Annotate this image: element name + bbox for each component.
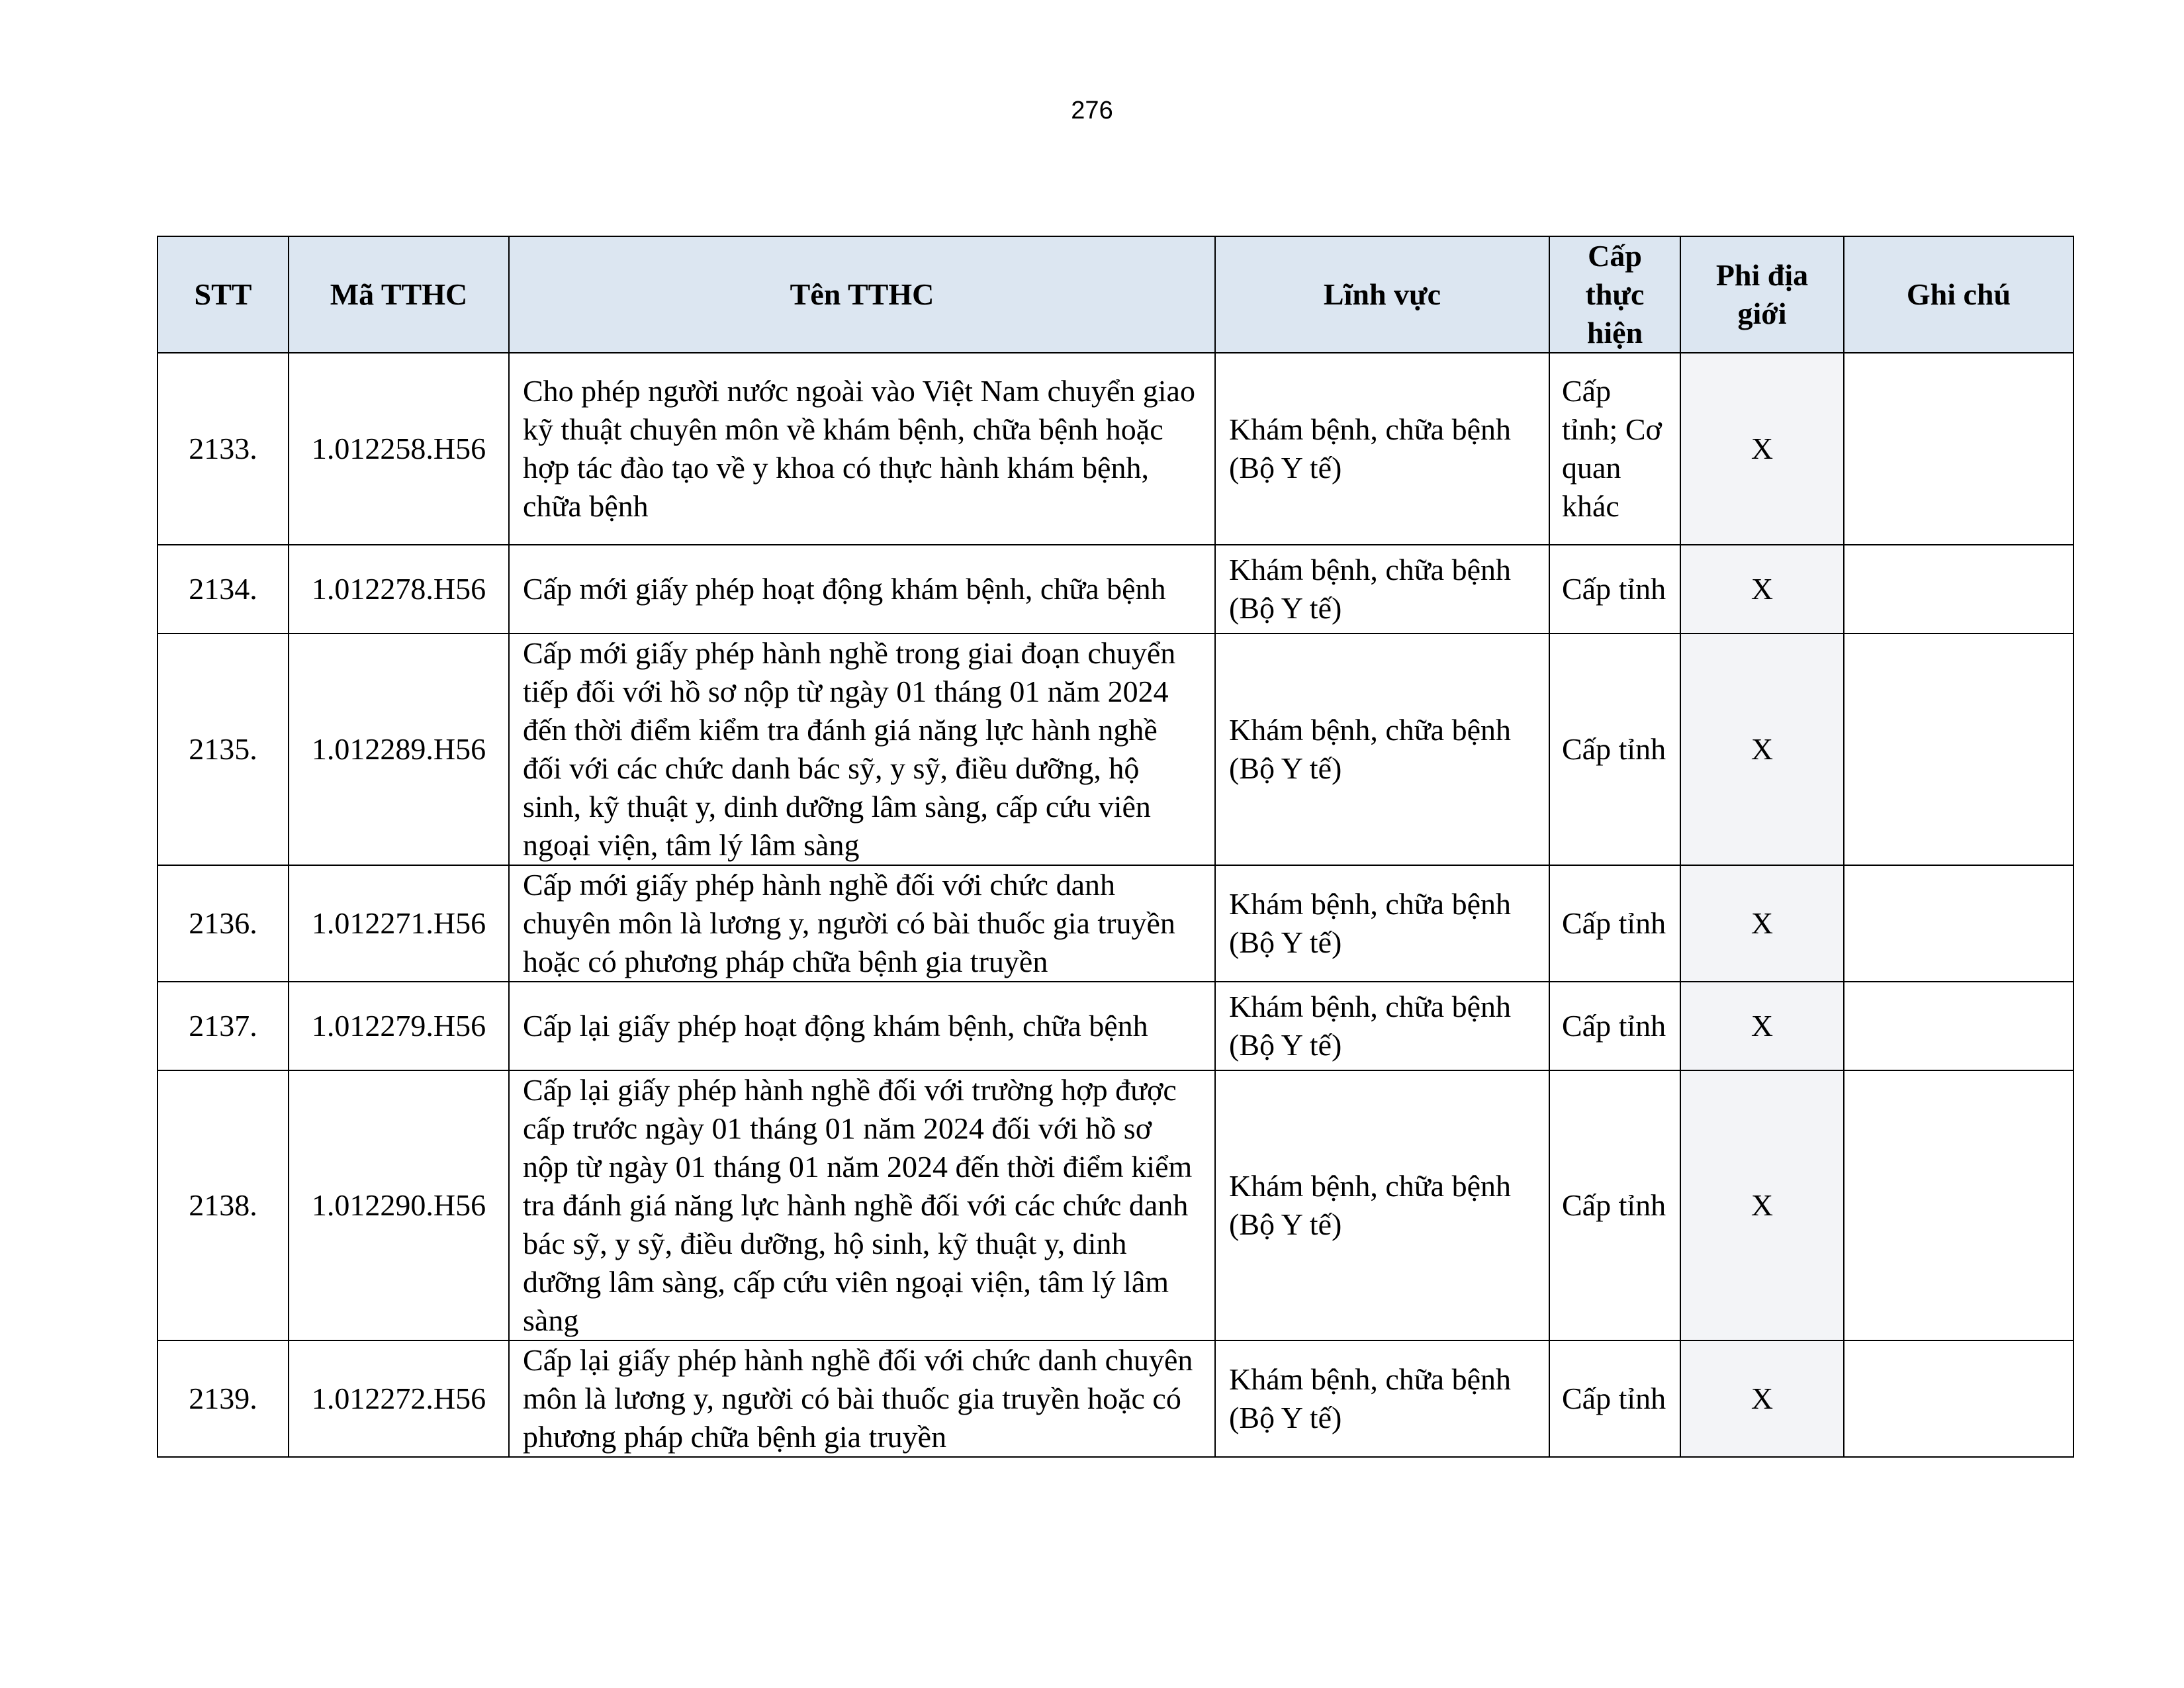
- cell-phi-dia-gioi: X: [1680, 545, 1844, 633]
- procedures-table: [157, 236, 2074, 1458]
- cell-cap-thuc-hien: Cấp tỉnh; Cơ quan khác: [1549, 353, 1680, 545]
- cell-ma-tthc: 1.012289.H56: [289, 633, 509, 865]
- cell-ghi-chu: [1844, 865, 2073, 982]
- cell-stt: 2138.: [158, 1070, 289, 1340]
- cell-cap-thuc-hien: Cấp tỉnh: [1549, 633, 1680, 865]
- cell-ten-tthc: Cấp mới giấy phép hành nghề đối với chức danh chuyên môn là lương y, người có bài thuốc gia truyền hoặc có phương pháp chữa bệnh gia truyền: [509, 865, 1215, 982]
- cell-phi-dia-gioi: X: [1680, 1070, 1844, 1340]
- cell-cap-thuc-hien: Cấp tỉnh: [1549, 865, 1680, 982]
- cell-ghi-chu: [1844, 633, 2073, 865]
- cell-ma-tthc: 1.012258.H56: [289, 353, 509, 545]
- cell-ghi-chu: [1844, 353, 2073, 545]
- cell-linh-vuc: Khám bệnh, chữa bệnh (Bộ Y tế): [1215, 865, 1549, 982]
- cell-cap-thuc-hien: Cấp tỉnh: [1549, 545, 1680, 633]
- header-cap-thuc-hien: Cấp thực hiện: [1549, 236, 1680, 353]
- cell-ghi-chu: [1844, 545, 2073, 633]
- cell-phi-dia-gioi: X: [1680, 982, 1844, 1070]
- cell-ma-tthc: 1.012290.H56: [289, 1070, 509, 1340]
- cell-ghi-chu: [1844, 1070, 2073, 1340]
- cell-linh-vuc: Khám bệnh, chữa bệnh (Bộ Y tế): [1215, 633, 1549, 865]
- header-ma-tthc: Mã TTHC: [289, 236, 509, 353]
- table-row: [158, 865, 2073, 982]
- cell-phi-dia-gioi: X: [1680, 633, 1844, 865]
- cell-ten-tthc: Cấp lại giấy phép hành nghề đối với trường hợp được cấp trước ngày 01 tháng 01 năm 2024 đối với hồ sơ nộp từ ngày 01 tháng 01 năm 2024 đến thời điểm kiểm tra đánh giá năng lực hành nghề đối với các chức danh bác sỹ, y sỹ, điều dưỡng, hộ sinh, kỹ thuật y, dinh dưỡng lâm sàng, cấp cứu viên ngoại viện, tâm lý lâm sàng: [509, 1070, 1215, 1340]
- cell-ghi-chu: [1844, 982, 2073, 1070]
- header-ten-tthc: Tên TTHC: [509, 236, 1215, 353]
- cell-cap-thuc-hien: Cấp tỉnh: [1549, 1340, 1680, 1457]
- table-header-row: [158, 236, 2073, 353]
- cell-ten-tthc: Cấp mới giấy phép hành nghề trong giai đoạn chuyển tiếp đối với hồ sơ nộp từ ngày 01 tháng 01 năm 2024 đến thời điểm kiểm tra đánh giá năng lực hành nghề đối với các chức danh bác sỹ, y sỹ, điều dưỡng, hộ sinh, kỹ thuật y, dinh dưỡng lâm sàng, cấp cứu viên ngoại viện, tâm lý lâm sàng: [509, 633, 1215, 865]
- cell-ma-tthc: 1.012272.H56: [289, 1340, 509, 1457]
- cell-ten-tthc: Cấp lại giấy phép hoạt động khám bệnh, chữa bệnh: [509, 982, 1215, 1070]
- cell-ma-tthc: 1.012271.H56: [289, 865, 509, 982]
- cell-stt: 2133.: [158, 353, 289, 545]
- cell-linh-vuc: Khám bệnh, chữa bệnh (Bộ Y tế): [1215, 982, 1549, 1070]
- cell-cap-thuc-hien: Cấp tỉnh: [1549, 982, 1680, 1070]
- cell-stt: 2137.: [158, 982, 289, 1070]
- cell-ten-tthc: Cho phép người nước ngoài vào Việt Nam chuyển giao kỹ thuật chuyên môn về khám bệnh, chữa bệnh hoặc hợp tác đào tạo về y khoa có thực hành khám bệnh, chữa bệnh: [509, 353, 1215, 545]
- header-phi-dia-gioi: Phi địa giới: [1680, 236, 1844, 353]
- cell-ma-tthc: 1.012278.H56: [289, 545, 509, 633]
- cell-linh-vuc: Khám bệnh, chữa bệnh (Bộ Y tế): [1215, 353, 1549, 545]
- table-row: [158, 1340, 2073, 1457]
- table-row: [158, 1070, 2073, 1340]
- cell-phi-dia-gioi: X: [1680, 353, 1844, 545]
- table-row: [158, 633, 2073, 865]
- cell-ma-tthc: 1.012279.H56: [289, 982, 509, 1070]
- header-stt: STT: [158, 236, 289, 353]
- cell-stt: 2134.: [158, 545, 289, 633]
- cell-ten-tthc: Cấp lại giấy phép hành nghề đối với chức danh chuyên môn là lương y, người có bài thuốc gia truyền hoặc có phương pháp chữa bệnh gia truyền: [509, 1340, 1215, 1457]
- cell-phi-dia-gioi: X: [1680, 1340, 1844, 1457]
- header-linh-vuc: Lĩnh vực: [1215, 236, 1549, 353]
- table-row: [158, 353, 2073, 545]
- cell-stt: 2136.: [158, 865, 289, 982]
- cell-ten-tthc: Cấp mới giấy phép hoạt động khám bệnh, chữa bệnh: [509, 545, 1215, 633]
- table-row: [158, 982, 2073, 1070]
- cell-cap-thuc-hien: Cấp tỉnh: [1549, 1070, 1680, 1340]
- page-number: 276: [1071, 97, 1113, 124]
- cell-stt: 2135.: [158, 633, 289, 865]
- cell-ghi-chu: [1844, 1340, 2073, 1457]
- cell-linh-vuc: Khám bệnh, chữa bệnh (Bộ Y tế): [1215, 545, 1549, 633]
- cell-linh-vuc: Khám bệnh, chữa bệnh (Bộ Y tế): [1215, 1070, 1549, 1340]
- cell-stt: 2139.: [158, 1340, 289, 1457]
- header-ghi-chu: Ghi chú: [1844, 236, 2073, 353]
- table-row: [158, 545, 2073, 633]
- cell-linh-vuc: Khám bệnh, chữa bệnh (Bộ Y tế): [1215, 1340, 1549, 1457]
- cell-phi-dia-gioi: X: [1680, 865, 1844, 982]
